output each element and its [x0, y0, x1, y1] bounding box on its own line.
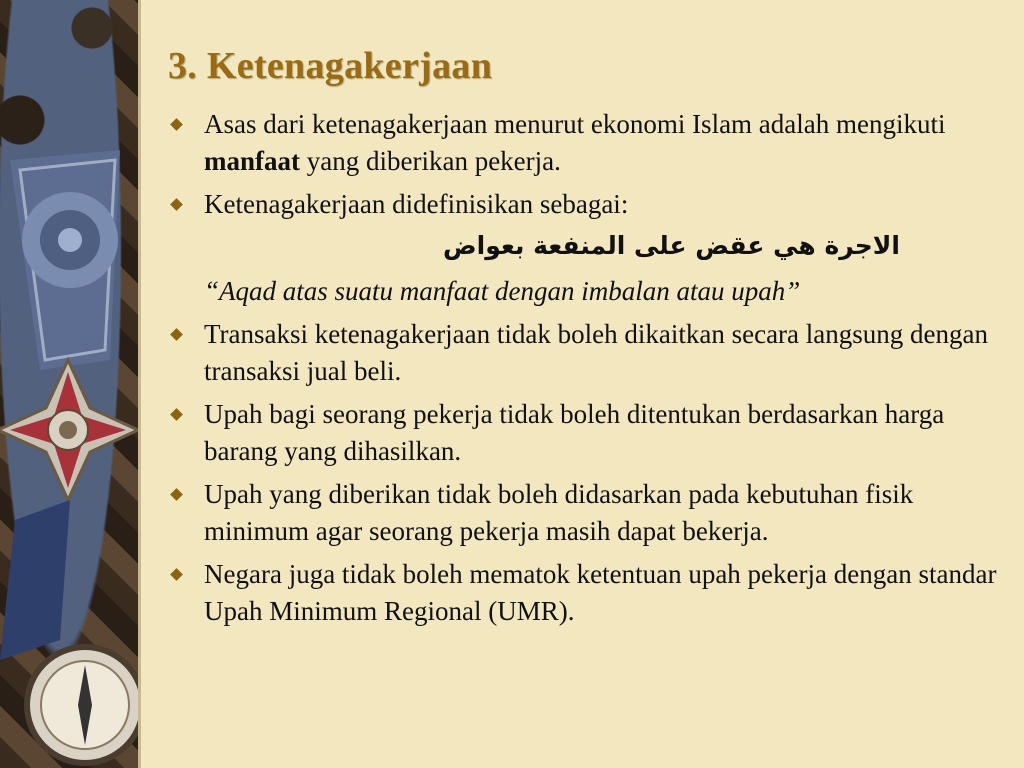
- bullet-text: Asas dari ketenagakerjaan menurut ekonomi Islam adalah mengikuti: [204, 109, 946, 139]
- bullet-text: yang diberikan pekerja.: [300, 146, 561, 176]
- diamond-bullet-icon: [170, 488, 183, 501]
- diamond-bullet-icon: [170, 408, 183, 421]
- bullet-item: [168, 316, 1004, 390]
- diamond-bullet-icon: [170, 568, 183, 581]
- slide-title: 3. Ketenagakerjaan: [168, 45, 493, 87]
- bullet-item: [168, 186, 1004, 223]
- bullet-text: Upah yang diberikan tidak boleh didasarkan pada kebutuhan fisik minimum agar seorang pekerja masih dapat bekerja.: [204, 479, 914, 546]
- bullet-item: [168, 396, 1004, 470]
- bullet-text: Upah bagi seorang pekerja tidak boleh ditentukan berdasarkan harga barang yang dihasilkan.: [204, 399, 945, 466]
- bullet-item: [168, 106, 1004, 180]
- diamond-bullet-icon: [170, 118, 183, 131]
- bullet-item: [168, 476, 1004, 550]
- definition-quote: “Aqad atas suatu manfaat dengan imbalan atau upah”: [204, 276, 801, 306]
- bullet-text: Negara juga tidak boleh mematok ketentuan upah pekerja dengan standar Upah Minimum Regional (UMR).: [204, 559, 997, 626]
- slide-content: [168, 106, 1004, 636]
- diamond-bullet-icon: [170, 198, 183, 211]
- bullet-item: [168, 556, 1004, 630]
- bullet-text: Transaksi ketenagakerjaan tidak boleh dikaitkan secara langsung dengan transaksi jual beli.: [204, 319, 988, 386]
- bullet-text: Ketenagakerjaan didefinisikan sebagai:: [204, 189, 629, 219]
- panel-divider: [138, 0, 141, 768]
- medal-collage-icon: [0, 0, 138, 768]
- diamond-bullet-icon: [170, 328, 183, 341]
- arabic-definition: الاجرة هي عقض على المنفعة بعواض: [443, 231, 900, 260]
- bold-term-manfaat: manfaat: [204, 146, 300, 176]
- decorative-medal-image: [0, 0, 138, 768]
